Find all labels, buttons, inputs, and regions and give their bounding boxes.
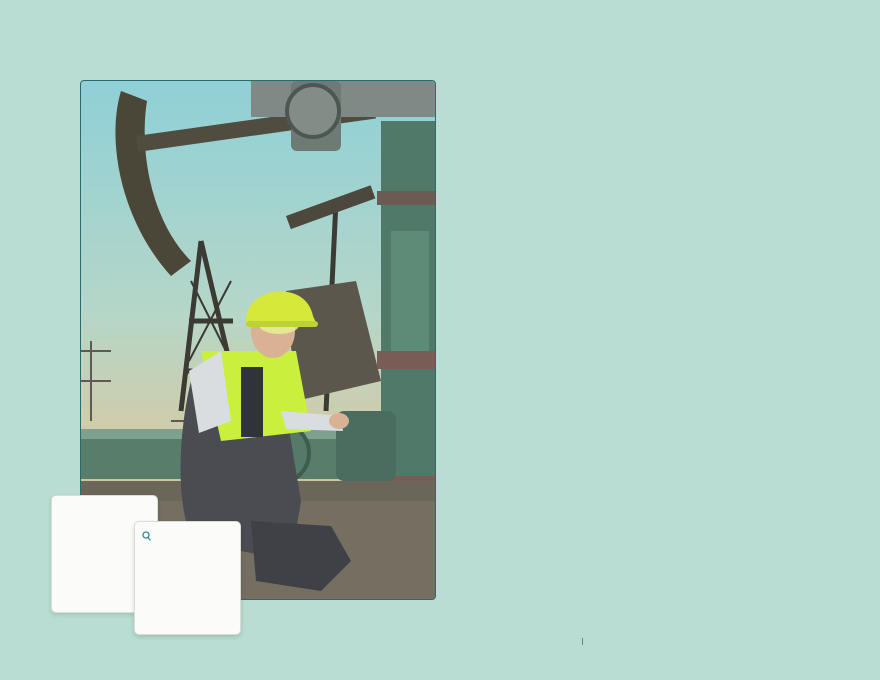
- market-analysis-graph: [135, 522, 242, 636]
- footer-divider: [582, 638, 583, 645]
- market-analysis-card: [134, 521, 241, 635]
- pumpjack-head: [115, 91, 191, 276]
- page-footer: [578, 638, 587, 646]
